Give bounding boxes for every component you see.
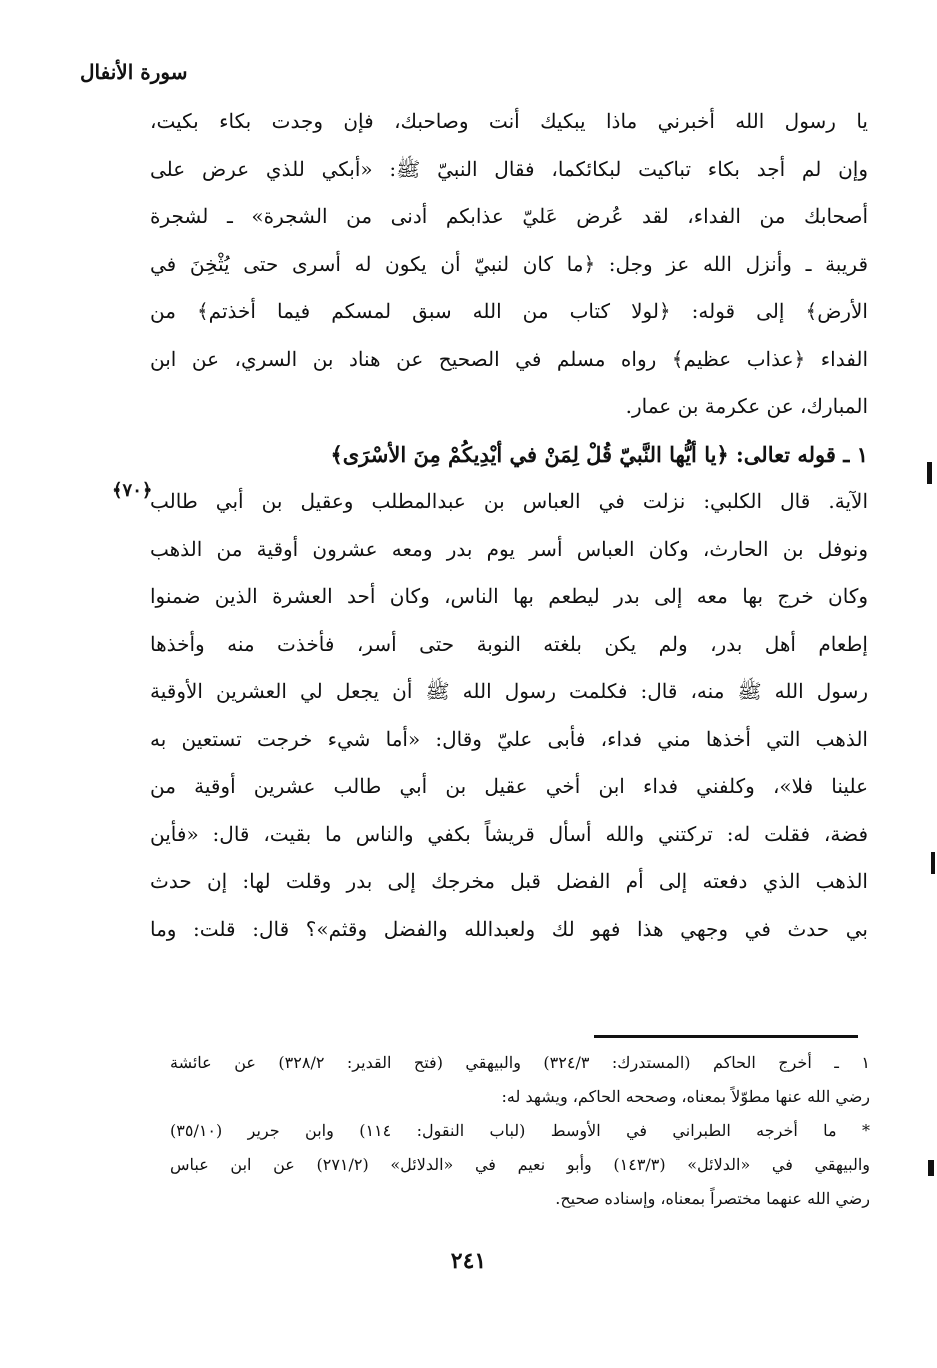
text-line: الفداء ﴿عذاب عظيم﴾ رواه مسلم في الصحيح عن هناد بن السري، عن ابن: [150, 346, 868, 371]
text-line: رسول الله ﷺ منه، قال: فكلمت رسول الله ﷺ أن يجعل لي العشرين الأوقية: [150, 679, 868, 703]
footnote-separator-rule: [594, 1035, 858, 1038]
text-line: بي حدث في وجهي هذا فهو لك ولعبدالله والفضل وقثم»؟ قال: قلت: وما: [150, 916, 868, 941]
verse-number-marker: ﴿٧٠﴾: [112, 480, 153, 501]
footnote-line: رضي الله عنهما مختصراً بمعناه، وإسناده صحيح.: [555, 1189, 870, 1208]
text-line: فضة، فقلت له: تركتني والله أسأل قريشاً بكفي والناس ما بقيت، قال: «فأين: [150, 821, 868, 846]
text-line: علينا فلا»، وكلفني فداء ابن أخي عقيل بن أبي طالب عشرين أوقية من: [150, 774, 868, 798]
text-line: قريبة ـ وأنزل الله عز وجل: ﴿ما كان لنبيّ أن يكون له أسرى حتى يُثْخِنَ في: [150, 251, 868, 276]
page-number: ٢٤١: [450, 1248, 487, 1274]
footnote-line: * ما أخرجه الطبراني في الأوسط (لباب النقول: ١١٤) وابن جرير (٣٥/١٠): [170, 1121, 870, 1140]
text-line: الذهب التي أخذها مني فداء، فأبى عليّ وقال: «أما شيء خرجت تستعين به: [150, 726, 868, 751]
text-line: الذهب الذي دفعته إلى أم الفضل قبل مخرجك إلى بدر وقلت لها: إن حدث: [150, 869, 868, 893]
footnote-line: والبيهقي في «الدلائل» (١٤٣/٣) وأبو نعيم في «الدلائل» (٢٧١/٢) عن ابن عباس: [170, 1155, 870, 1174]
footnote-line: ١ ـ أخرج الحاكم (المستدرك: ٣٢٤/٣) والبيهقي (فتح القدير: ٣٢٨/٢) عن عائشة: [170, 1053, 870, 1072]
text-line: أصحابك من الفداء، لقد عُرض عَليّ عذابكم أدنى من الشجرة» ـ لشجرة: [150, 204, 868, 228]
text-line: إطعام أهل بدر، ولم يكن بلغته النوبة حتى أسر، فأخذت منه وأخذها: [150, 631, 868, 656]
text-line: وإن لم أجد بكاء تباكيت لبكائكما، فقال النبيّ ﷺ: «أبكي للذي عرض على: [150, 156, 868, 181]
text-line: الأرض﴾ إلى قوله: ﴿لولا كتاب من الله سبق لمسكم فيما أخذتم﴾ من: [150, 299, 868, 323]
text-line: يا رسول الله أخبرني ماذا يبكيك أنت وصاحبك، فإن وجدت بكاء بكيت،: [150, 109, 868, 133]
main-text-block: [150, 98, 868, 953]
footnote-line: رضي الله عنها مطوّلاً بمعناه، وصححه الحاكم، ويشهد له:: [501, 1087, 870, 1106]
margin-mark: [931, 852, 935, 874]
text-line: الآية. قال الكلبي: نزلت في العباس بن عبدالمطلب وعقيل بن أبي طالب: [150, 489, 868, 513]
text-line: وكان خرج بها معه إلى بدر ليطعم بها الناس، وكان أحد العشرة الذين ضمنوا: [150, 584, 868, 608]
text-line: ونوفل بن الحارث، وكان العباس أسر يوم بدر ومعه عشرون أوقية من الذهب: [150, 536, 868, 561]
footnotes-block: [170, 1046, 870, 1216]
text-line: المبارك، عن عكرمة بن عمار.: [625, 394, 868, 418]
margin-mark: [927, 462, 932, 484]
text-line: ١ ـ قوله تعالى: ﴿يا أيُّها النَّبيّ قُلْ لِمَنْ في أيْدِيكُمْ مِنَ الأسْرَى﴾: [330, 441, 868, 467]
page-header-surah-title: سورة الأنفال: [80, 60, 188, 84]
margin-mark: [928, 1160, 934, 1176]
